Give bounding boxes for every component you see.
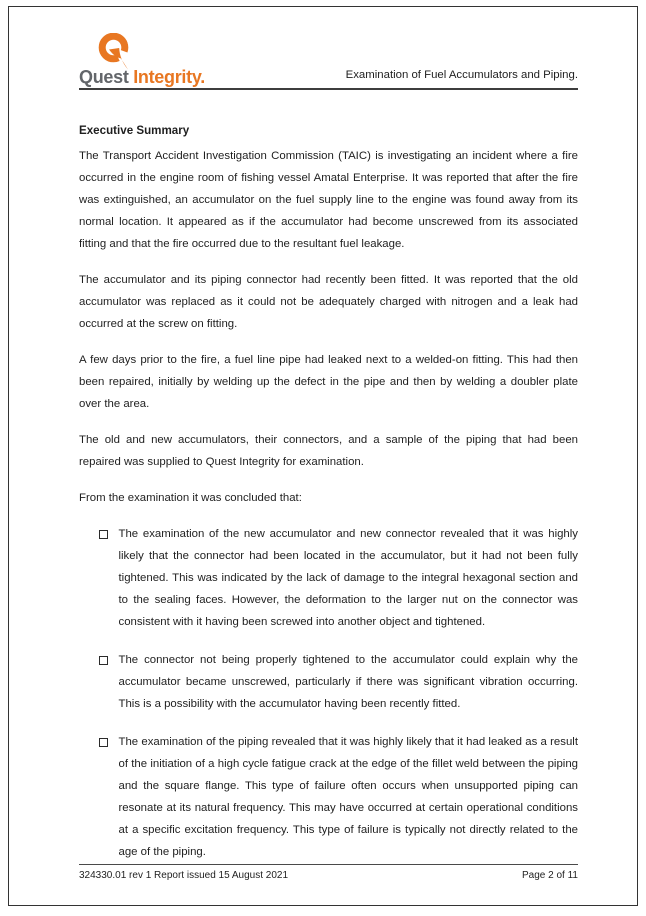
page-content xyxy=(79,0,578,879)
list-item xyxy=(79,731,578,863)
footer-report-id: 324330.01 rev 1 Report issued 15 August 2021 xyxy=(79,870,289,881)
list-item-text: The examination of the piping revealed that it was highly likely that it had leaked as a result of the initiation of a high cycle fatigue crack at the edge of the fillet weld between the piping and the square flange. This type of failure often occurs when unsupported piping can resonate at its natural frequency. This may have occurred at certain operational conditions at a specific excitation frequency. This type of failure is typically not directly related to the age of the piping. xyxy=(118,736,578,858)
list-item-text: The examination of the new accumulator and new connector revealed that it was highly likely that the connector had been located in the accumulator, but it had not been fully tightened. This was indicated by the lack of damage to the integral hexagonal section and to the sealing faces. However, the deformation to the larger nut on the connector was consistent with it having been screwed into another object and tightened. xyxy=(118,528,578,628)
conclusion-list xyxy=(79,523,578,863)
square-bullet-icon xyxy=(99,738,108,747)
page-footer xyxy=(79,864,578,881)
quest-integrity-q-icon xyxy=(98,33,131,70)
paragraph: The Transport Accident Investigation Commission (TAIC) is investigating an incident where a fire occurred in the engine room of fishing vessel Amatal Enterprise. It was reported that after the fire was extinguished, an accumulator on the fuel supply line to the engine was found away from its normal location. It appeared as if the accumulator had become unscrewed from its associated fitting and that the fire occurred due to the resultant fuel leakage. xyxy=(79,150,578,250)
logo-word-quest: Quest xyxy=(79,67,129,87)
quest-integrity-logo xyxy=(79,33,205,85)
page-header xyxy=(79,33,578,90)
paragraph: The old and new accumulators, their connectors, and a sample of the piping that had been repaired was supplied to Quest Integrity for examination. xyxy=(79,434,578,468)
section-heading: Executive Summary xyxy=(79,124,190,137)
footer-page-number: Page 2 of 11 xyxy=(522,870,578,881)
list-item xyxy=(79,649,578,715)
list-item xyxy=(79,523,578,633)
logo-word-integrity: Integrity. xyxy=(133,67,205,87)
square-bullet-icon xyxy=(99,656,108,665)
logo-wordmark xyxy=(79,67,205,87)
header-document-title: Examination of Fuel Accumulators and Piping. xyxy=(345,69,578,81)
paragraph: A few days prior to the fire, a fuel line pipe had leaked next to a welded-on fitting. This had then been repaired, initially by welding up the defect in the pipe and then by welding a doubler plate over the area. xyxy=(79,354,578,410)
square-bullet-icon xyxy=(99,530,108,539)
paragraph: From the examination it was concluded that: xyxy=(79,492,302,504)
paragraph: The accumulator and its piping connector had recently been fitted. It was reported that the old accumulator was replaced as it could not be adequately charged with nitrogen and a leak had occurred at the screw on fitting. xyxy=(79,274,578,330)
list-item-text: The connector not being properly tightened to the accumulator could explain why the accumulator became unscrewed, particularly if there was significant vibration occurring. This is a possibility with the accumulator having been recently fitted. xyxy=(118,654,578,710)
